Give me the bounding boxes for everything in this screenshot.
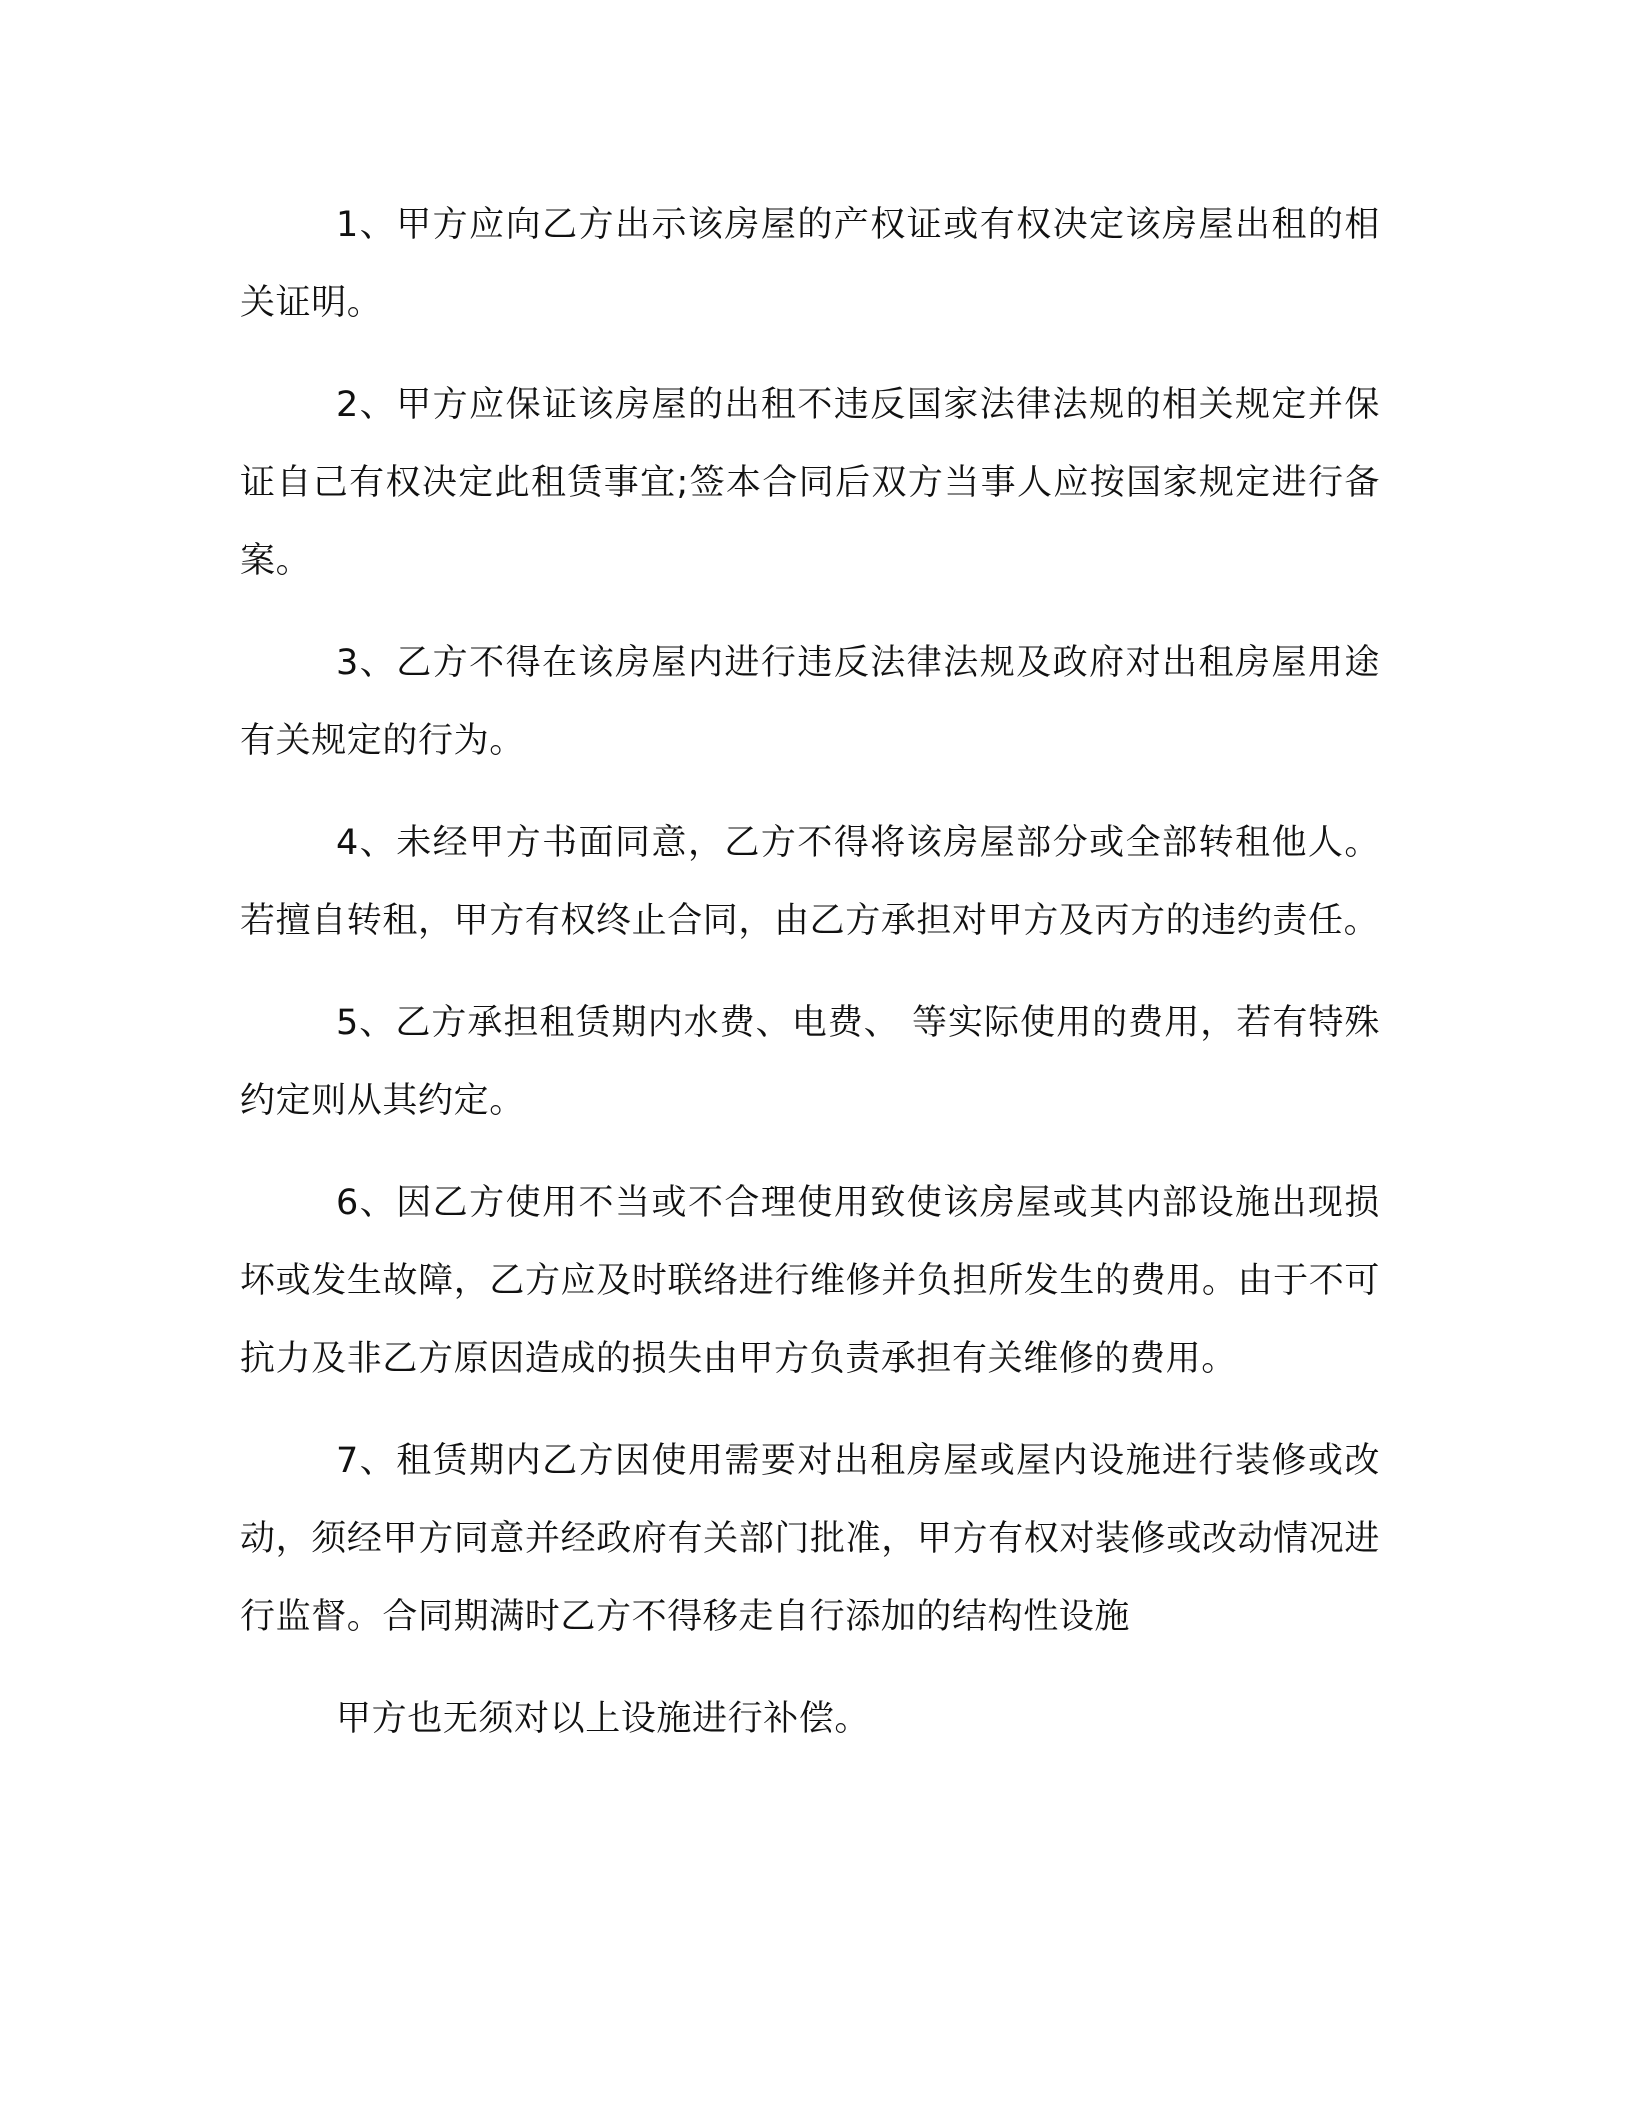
clause-3: 3、乙方不得在该房屋内进行违反法律法规及政府对出租房屋用途有关规定的行为。: [240, 643, 1380, 761]
clause-6: 6、因乙方使用不当或不合理使用致使该房屋或其内部设施出现损坏或发生故障，乙方应及时联络进行维修并负担所发生的费用。由于不可抗力及非乙方原因造成的损失由甲方负责承担有关维修的费用。: [240, 1183, 1380, 1379]
document-body: [240, 186, 1380, 1782]
clause-7-continuation: 甲方也无须对以上设施进行补偿。: [336, 1699, 871, 1739]
clause-4: 4、未经甲方书面同意，乙方不得将该房屋部分或全部转租他人。若擅自转租，甲方有权终止合同，由乙方承担对甲方及丙方的违约责任。: [240, 823, 1380, 941]
clause-1: 1、甲方应向乙方出示该房屋的产权证或有权决定该房屋出租的相关证明。: [240, 205, 1380, 323]
clause-5: 5、乙方承担租赁期内水费、电费、 等实际使用的费用，若有特殊约定则从其约定。: [240, 1003, 1380, 1121]
clause-2: 2、甲方应保证该房屋的出租不违反国家法律法规的相关规定并保证自己有权决定此租赁事宜;签本合同后双方当事人应按国家规定进行备案。: [240, 385, 1380, 581]
clause-7: 7、租赁期内乙方因使用需要对出租房屋或屋内设施进行装修或改动，须经甲方同意并经政府有关部门批准，甲方有权对装修或改动情况进行监督。合同期满时乙方不得移走自行添加的结构性设施: [240, 1441, 1380, 1637]
